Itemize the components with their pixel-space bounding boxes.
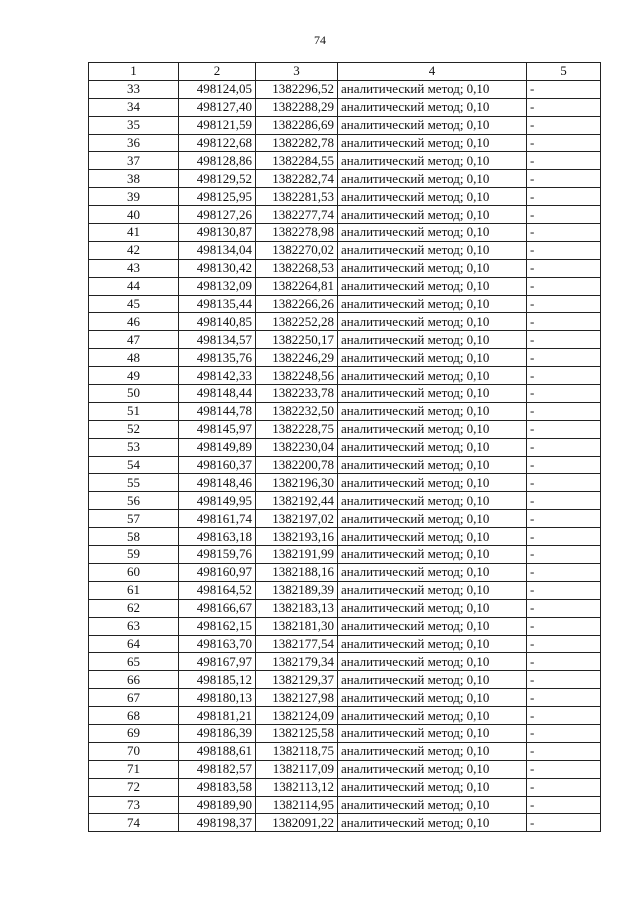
cell-note: -	[527, 170, 601, 188]
cell-note: -	[527, 134, 601, 152]
table-row	[89, 510, 601, 528]
cell-y-coordinate: 1382114,95	[256, 796, 338, 814]
cell-note: -	[527, 385, 601, 403]
cell-x-coordinate: 498166,67	[179, 599, 256, 617]
table-row	[89, 724, 601, 742]
cell-point-number: 70	[89, 742, 179, 760]
cell-method-accuracy: аналитический метод; 0,10	[338, 724, 527, 742]
cell-method-accuracy: аналитический метод; 0,10	[338, 474, 527, 492]
cell-x-coordinate: 498198,37	[179, 814, 256, 832]
header-col-2: 2	[179, 63, 256, 81]
cell-x-coordinate: 498159,76	[179, 546, 256, 564]
cell-point-number: 40	[89, 206, 179, 224]
table-row	[89, 546, 601, 564]
cell-method-accuracy: аналитический метод; 0,10	[338, 707, 527, 725]
table-row	[89, 438, 601, 456]
cell-y-coordinate: 1382129,37	[256, 671, 338, 689]
cell-method-accuracy: аналитический метод; 0,10	[338, 420, 527, 438]
cell-method-accuracy: аналитический метод; 0,10	[338, 313, 527, 331]
cell-method-accuracy: аналитический метод; 0,10	[338, 617, 527, 635]
cell-note: -	[527, 116, 601, 134]
cell-x-coordinate: 498129,52	[179, 170, 256, 188]
table-row	[89, 259, 601, 277]
cell-method-accuracy: аналитический метод; 0,10	[338, 599, 527, 617]
header-col-5: 5	[527, 63, 601, 81]
table-row	[89, 742, 601, 760]
cell-x-coordinate: 498127,40	[179, 98, 256, 116]
cell-note: -	[527, 456, 601, 474]
cell-y-coordinate: 1382196,30	[256, 474, 338, 492]
cell-method-accuracy: аналитический метод; 0,10	[338, 438, 527, 456]
page-number: 74	[314, 33, 326, 47]
cell-note: -	[527, 510, 601, 528]
table-row	[89, 707, 601, 725]
cell-y-coordinate: 1382127,98	[256, 689, 338, 707]
cell-x-coordinate: 498186,39	[179, 724, 256, 742]
cell-x-coordinate: 498188,61	[179, 742, 256, 760]
cell-note: -	[527, 707, 601, 725]
cell-point-number: 37	[89, 152, 179, 170]
table-row	[89, 134, 601, 152]
cell-y-coordinate: 1382268,53	[256, 259, 338, 277]
cell-note: -	[527, 420, 601, 438]
cell-note: -	[527, 653, 601, 671]
cell-note: -	[527, 635, 601, 653]
cell-point-number: 69	[89, 724, 179, 742]
cell-x-coordinate: 498140,85	[179, 313, 256, 331]
cell-y-coordinate: 1382232,50	[256, 402, 338, 420]
cell-method-accuracy: аналитический метод; 0,10	[338, 528, 527, 546]
cell-point-number: 53	[89, 438, 179, 456]
cell-note: -	[527, 724, 601, 742]
cell-method-accuracy: аналитический метод; 0,10	[338, 349, 527, 367]
cell-point-number: 74	[89, 814, 179, 832]
cell-method-accuracy: аналитический метод; 0,10	[338, 635, 527, 653]
cell-note: -	[527, 528, 601, 546]
cell-point-number: 49	[89, 367, 179, 385]
cell-y-coordinate: 1382228,75	[256, 420, 338, 438]
cell-note: -	[527, 599, 601, 617]
cell-note: -	[527, 563, 601, 581]
cell-method-accuracy: аналитический метод; 0,10	[338, 241, 527, 259]
cell-method-accuracy: аналитический метод; 0,10	[338, 170, 527, 188]
cell-method-accuracy: аналитический метод; 0,10	[338, 689, 527, 707]
cell-y-coordinate: 1382252,28	[256, 313, 338, 331]
cell-note: -	[527, 295, 601, 313]
cell-point-number: 66	[89, 671, 179, 689]
coordinates-table	[88, 62, 601, 832]
cell-x-coordinate: 498134,57	[179, 331, 256, 349]
table-row	[89, 277, 601, 295]
cell-x-coordinate: 498181,21	[179, 707, 256, 725]
cell-method-accuracy: аналитический метод; 0,10	[338, 742, 527, 760]
cell-point-number: 58	[89, 528, 179, 546]
cell-method-accuracy: аналитический метод; 0,10	[338, 510, 527, 528]
cell-y-coordinate: 1382246,29	[256, 349, 338, 367]
cell-x-coordinate: 498163,70	[179, 635, 256, 653]
table-row	[89, 420, 601, 438]
table-row	[89, 367, 601, 385]
cell-x-coordinate: 498160,37	[179, 456, 256, 474]
cell-note: -	[527, 98, 601, 116]
cell-y-coordinate: 1382281,53	[256, 188, 338, 206]
cell-method-accuracy: аналитический метод; 0,10	[338, 760, 527, 778]
cell-point-number: 43	[89, 259, 179, 277]
cell-method-accuracy: аналитический метод; 0,10	[338, 778, 527, 796]
cell-method-accuracy: аналитический метод; 0,10	[338, 277, 527, 295]
cell-point-number: 55	[89, 474, 179, 492]
cell-method-accuracy: аналитический метод; 0,10	[338, 206, 527, 224]
cell-y-coordinate: 1382117,09	[256, 760, 338, 778]
cell-method-accuracy: аналитический метод; 0,10	[338, 295, 527, 313]
cell-point-number: 57	[89, 510, 179, 528]
cell-point-number: 42	[89, 241, 179, 259]
table-row	[89, 563, 601, 581]
cell-point-number: 51	[89, 402, 179, 420]
header-col-3: 3	[256, 63, 338, 81]
cell-method-accuracy: аналитический метод; 0,10	[338, 188, 527, 206]
table-row	[89, 599, 601, 617]
cell-note: -	[527, 617, 601, 635]
cell-note: -	[527, 814, 601, 832]
cell-x-coordinate: 498134,04	[179, 241, 256, 259]
cell-x-coordinate: 498135,44	[179, 295, 256, 313]
cell-y-coordinate: 1382191,99	[256, 546, 338, 564]
cell-x-coordinate: 498142,33	[179, 367, 256, 385]
table-body	[89, 80, 601, 831]
table-row	[89, 814, 601, 832]
cell-note: -	[527, 581, 601, 599]
cell-note: -	[527, 277, 601, 295]
cell-y-coordinate: 1382233,78	[256, 385, 338, 403]
cell-x-coordinate: 498148,46	[179, 474, 256, 492]
cell-note: -	[527, 689, 601, 707]
table-row	[89, 152, 601, 170]
table-row	[89, 241, 601, 259]
cell-y-coordinate: 1382278,98	[256, 224, 338, 242]
cell-note: -	[527, 438, 601, 456]
cell-y-coordinate: 1382296,52	[256, 80, 338, 98]
cell-note: -	[527, 331, 601, 349]
cell-x-coordinate: 498121,59	[179, 116, 256, 134]
cell-note: -	[527, 313, 601, 331]
cell-note: -	[527, 188, 601, 206]
cell-note: -	[527, 546, 601, 564]
cell-y-coordinate: 1382264,81	[256, 277, 338, 295]
cell-y-coordinate: 1382200,78	[256, 456, 338, 474]
table-row	[89, 528, 601, 546]
cell-method-accuracy: аналитический метод; 0,10	[338, 367, 527, 385]
cell-point-number: 45	[89, 295, 179, 313]
cell-note: -	[527, 796, 601, 814]
table-row	[89, 349, 601, 367]
cell-x-coordinate: 498182,57	[179, 760, 256, 778]
table-row	[89, 98, 601, 116]
cell-x-coordinate: 498145,97	[179, 420, 256, 438]
table-row	[89, 635, 601, 653]
header-col-1: 1	[89, 63, 179, 81]
cell-method-accuracy: аналитический метод; 0,10	[338, 116, 527, 134]
cell-x-coordinate: 498149,95	[179, 492, 256, 510]
cell-x-coordinate: 498160,97	[179, 563, 256, 581]
cell-method-accuracy: аналитический метод; 0,10	[338, 98, 527, 116]
cell-y-coordinate: 1382230,04	[256, 438, 338, 456]
cell-point-number: 44	[89, 277, 179, 295]
cell-y-coordinate: 1382177,54	[256, 635, 338, 653]
cell-note: -	[527, 760, 601, 778]
table-row	[89, 295, 601, 313]
cell-point-number: 36	[89, 134, 179, 152]
cell-x-coordinate: 498130,87	[179, 224, 256, 242]
cell-method-accuracy: аналитический метод; 0,10	[338, 134, 527, 152]
cell-y-coordinate: 1382197,02	[256, 510, 338, 528]
cell-point-number: 52	[89, 420, 179, 438]
cell-x-coordinate: 498161,74	[179, 510, 256, 528]
cell-method-accuracy: аналитический метод; 0,10	[338, 259, 527, 277]
cell-x-coordinate: 498130,42	[179, 259, 256, 277]
cell-x-coordinate: 498122,68	[179, 134, 256, 152]
cell-method-accuracy: аналитический метод; 0,10	[338, 671, 527, 689]
cell-x-coordinate: 498148,44	[179, 385, 256, 403]
cell-x-coordinate: 498124,05	[179, 80, 256, 98]
cell-point-number: 34	[89, 98, 179, 116]
table-row	[89, 402, 601, 420]
cell-point-number: 59	[89, 546, 179, 564]
table-row	[89, 456, 601, 474]
cell-note: -	[527, 206, 601, 224]
cell-x-coordinate: 498167,97	[179, 653, 256, 671]
cell-point-number: 41	[89, 224, 179, 242]
cell-note: -	[527, 671, 601, 689]
cell-point-number: 35	[89, 116, 179, 134]
cell-x-coordinate: 498125,95	[179, 188, 256, 206]
cell-point-number: 38	[89, 170, 179, 188]
cell-method-accuracy: аналитический метод; 0,10	[338, 224, 527, 242]
cell-method-accuracy: аналитический метод; 0,10	[338, 653, 527, 671]
cell-note: -	[527, 80, 601, 98]
table-row	[89, 581, 601, 599]
cell-point-number: 71	[89, 760, 179, 778]
cell-point-number: 61	[89, 581, 179, 599]
cell-x-coordinate: 498185,12	[179, 671, 256, 689]
cell-point-number: 68	[89, 707, 179, 725]
cell-method-accuracy: аналитический метод; 0,10	[338, 796, 527, 814]
table-row	[89, 206, 601, 224]
cell-note: -	[527, 474, 601, 492]
cell-y-coordinate: 1382113,12	[256, 778, 338, 796]
cell-y-coordinate: 1382192,44	[256, 492, 338, 510]
header-col-4: 4	[338, 63, 527, 81]
cell-x-coordinate: 498163,18	[179, 528, 256, 546]
cell-point-number: 50	[89, 385, 179, 403]
table-header-row	[89, 63, 601, 81]
cell-point-number: 64	[89, 635, 179, 653]
cell-x-coordinate: 498183,58	[179, 778, 256, 796]
cell-y-coordinate: 1382118,75	[256, 742, 338, 760]
cell-method-accuracy: аналитический метод; 0,10	[338, 385, 527, 403]
table-row	[89, 474, 601, 492]
cell-point-number: 46	[89, 313, 179, 331]
cell-y-coordinate: 1382250,17	[256, 331, 338, 349]
cell-point-number: 62	[89, 599, 179, 617]
cell-method-accuracy: аналитический метод; 0,10	[338, 546, 527, 564]
cell-y-coordinate: 1382179,34	[256, 653, 338, 671]
cell-note: -	[527, 402, 601, 420]
cell-point-number: 60	[89, 563, 179, 581]
cell-point-number: 47	[89, 331, 179, 349]
cell-y-coordinate: 1382270,02	[256, 241, 338, 259]
cell-x-coordinate: 498180,13	[179, 689, 256, 707]
cell-y-coordinate: 1382181,30	[256, 617, 338, 635]
cell-y-coordinate: 1382183,13	[256, 599, 338, 617]
cell-note: -	[527, 492, 601, 510]
cell-point-number: 63	[89, 617, 179, 635]
table-row	[89, 188, 601, 206]
cell-note: -	[527, 259, 601, 277]
cell-method-accuracy: аналитический метод; 0,10	[338, 456, 527, 474]
cell-y-coordinate: 1382288,29	[256, 98, 338, 116]
cell-point-number: 48	[89, 349, 179, 367]
cell-point-number: 33	[89, 80, 179, 98]
table-row	[89, 331, 601, 349]
cell-point-number: 54	[89, 456, 179, 474]
table-row	[89, 653, 601, 671]
cell-y-coordinate: 1382189,39	[256, 581, 338, 599]
cell-note: -	[527, 778, 601, 796]
cell-point-number: 65	[89, 653, 179, 671]
cell-x-coordinate: 498135,76	[179, 349, 256, 367]
table-row	[89, 671, 601, 689]
cell-y-coordinate: 1382193,16	[256, 528, 338, 546]
cell-x-coordinate: 498128,86	[179, 152, 256, 170]
cell-x-coordinate: 498164,52	[179, 581, 256, 599]
cell-note: -	[527, 349, 601, 367]
cell-method-accuracy: аналитический метод; 0,10	[338, 814, 527, 832]
cell-point-number: 56	[89, 492, 179, 510]
cell-y-coordinate: 1382124,09	[256, 707, 338, 725]
cell-y-coordinate: 1382286,69	[256, 116, 338, 134]
cell-x-coordinate: 498144,78	[179, 402, 256, 420]
cell-point-number: 73	[89, 796, 179, 814]
cell-note: -	[527, 241, 601, 259]
cell-note: -	[527, 224, 601, 242]
cell-method-accuracy: аналитический метод; 0,10	[338, 563, 527, 581]
cell-method-accuracy: аналитический метод; 0,10	[338, 492, 527, 510]
table-row	[89, 313, 601, 331]
table-row	[89, 689, 601, 707]
table-row	[89, 80, 601, 98]
cell-method-accuracy: аналитический метод; 0,10	[338, 80, 527, 98]
table-row	[89, 116, 601, 134]
table-row	[89, 170, 601, 188]
cell-x-coordinate: 498127,26	[179, 206, 256, 224]
table-row	[89, 760, 601, 778]
cell-y-coordinate: 1382248,56	[256, 367, 338, 385]
cell-y-coordinate: 1382188,16	[256, 563, 338, 581]
cell-note: -	[527, 152, 601, 170]
cell-y-coordinate: 1382091,22	[256, 814, 338, 832]
cell-point-number: 72	[89, 778, 179, 796]
cell-method-accuracy: аналитический метод; 0,10	[338, 581, 527, 599]
table-row	[89, 224, 601, 242]
table-row	[89, 385, 601, 403]
table-row	[89, 617, 601, 635]
cell-y-coordinate: 1382125,58	[256, 724, 338, 742]
cell-method-accuracy: аналитический метод; 0,10	[338, 152, 527, 170]
cell-x-coordinate: 498132,09	[179, 277, 256, 295]
cell-x-coordinate: 498149,89	[179, 438, 256, 456]
table-row	[89, 492, 601, 510]
cell-note: -	[527, 742, 601, 760]
cell-point-number: 67	[89, 689, 179, 707]
cell-x-coordinate: 498189,90	[179, 796, 256, 814]
cell-method-accuracy: аналитический метод; 0,10	[338, 402, 527, 420]
cell-y-coordinate: 1382284,55	[256, 152, 338, 170]
cell-note: -	[527, 367, 601, 385]
cell-y-coordinate: 1382282,78	[256, 134, 338, 152]
table-row	[89, 778, 601, 796]
cell-x-coordinate: 498162,15	[179, 617, 256, 635]
cell-y-coordinate: 1382266,26	[256, 295, 338, 313]
cell-method-accuracy: аналитический метод; 0,10	[338, 331, 527, 349]
cell-point-number: 39	[89, 188, 179, 206]
cell-y-coordinate: 1382282,74	[256, 170, 338, 188]
cell-y-coordinate: 1382277,74	[256, 206, 338, 224]
table-row	[89, 796, 601, 814]
